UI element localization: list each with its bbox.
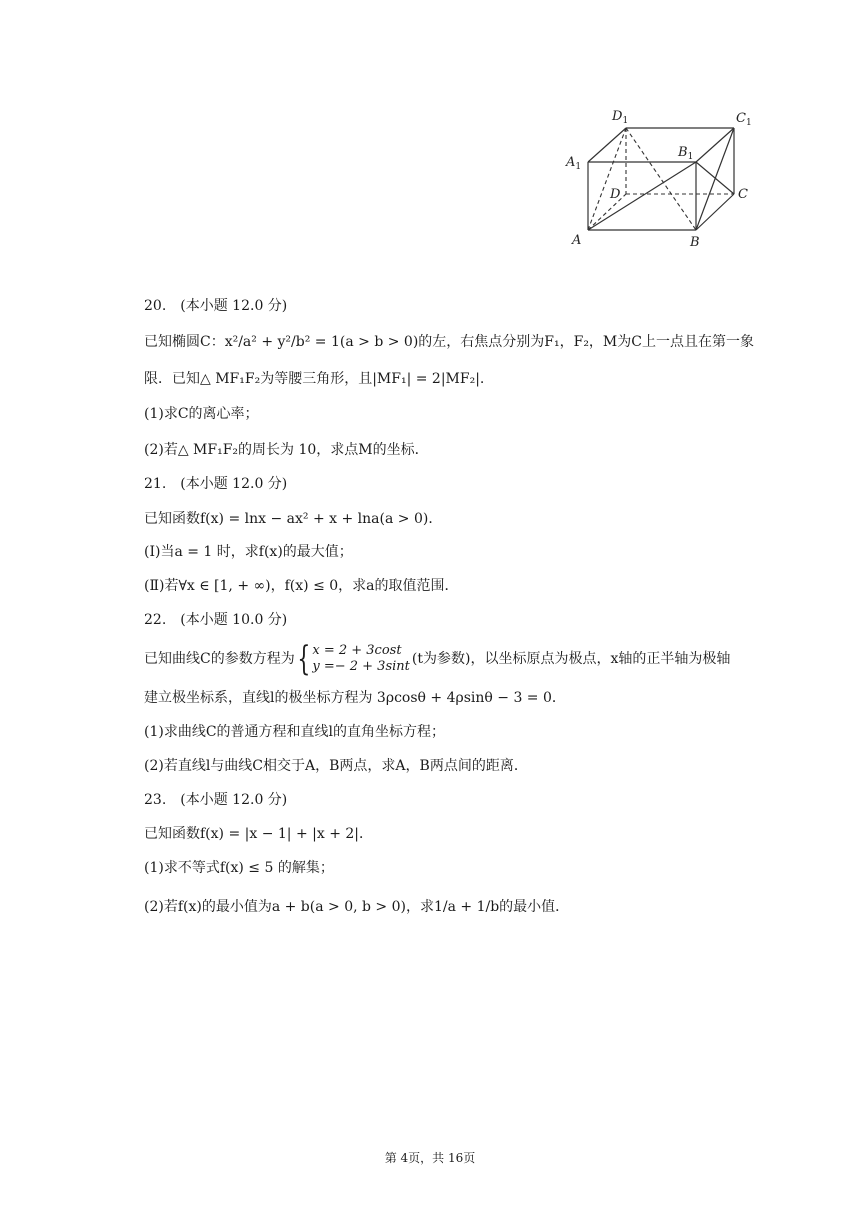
- q22-part1: (1)求曲线C的普通方程和直线l的直角坐标方程；: [144, 724, 446, 740]
- diagonal-b-c1: [696, 128, 734, 230]
- q23-part1: (1)求不等式f(x) ≤ 5 的解集；: [144, 860, 334, 876]
- label-a1: $A_1$: [566, 155, 582, 172]
- label-a: A: [572, 233, 582, 248]
- q22-part2: (2)若直线l与曲线C相交于A，B两点，求A，B两点间的距离．: [144, 758, 528, 774]
- q22-title: 22. (本小题 10.0 分): [144, 612, 288, 628]
- q23-part2: (2)若f(x)的最小值为a + b(a > 0, b > 0)，求1/a + 1/b的最小值．: [144, 899, 570, 915]
- q21-part2: (Ⅱ)若∀x ∈ [1, + ∞)，f(x) ≤ 0，求a的取值范围．: [144, 578, 459, 594]
- parametric-system: [312, 643, 410, 675]
- q20-stem: 已知椭圆C：x²/a² + y²/b² = 1(a > b > 0)的左，右焦点分别为F₁，F₂，M为C上一点且在第一象: [144, 334, 754, 350]
- edge-a1-d1: [588, 128, 626, 162]
- label-d: D: [610, 187, 621, 202]
- q21-part1: (Ⅰ)当a = 1 时，求f(x)的最大值；: [144, 544, 353, 560]
- q22-stem-suffix: (t为参数)，以坐标原点为极点，x轴的正半轴为极轴: [411, 651, 731, 667]
- diagonal-a-b1: [588, 162, 696, 230]
- label-b: B: [690, 235, 700, 250]
- q20-stem-cont: 限．已知△ MF₁F₂为等腰三角形，且|MF₁| = 2|MF₂|.: [144, 371, 485, 387]
- param-eq-y: y =− 2 + 3sint: [312, 659, 410, 674]
- cuboid-figure: [560, 100, 760, 260]
- q22-stem-prefix: 已知曲线C的参数方程为: [144, 651, 295, 667]
- label-c1: $C_1$: [736, 111, 752, 128]
- left-brace: {: [297, 639, 311, 679]
- label-c: C: [738, 187, 748, 202]
- label-d1: $D_1$: [612, 109, 629, 126]
- diagonal-b1-c: [696, 162, 734, 194]
- q21-stem: 已知函数f(x) = lnx − ax² + x + lna(a > 0)．: [144, 511, 443, 527]
- param-eq-x: x = 2 + 3cost: [312, 643, 402, 658]
- q23-title: 23. (本小题 12.0 分): [144, 792, 288, 808]
- edge-b-c: [696, 194, 734, 230]
- label-b1: $B_1$: [678, 145, 694, 162]
- page-footer: 第 4页，共 16页: [384, 1151, 476, 1165]
- hidden-diagonal-a-d1: [588, 128, 626, 230]
- q20-title: 20. (本小题 12.0 分): [144, 298, 288, 314]
- q22-stem: [144, 640, 730, 678]
- q22-stem-cont: 建立极坐标系，直线l的极坐标方程为 3ρcosθ + 4ρsinθ − 3 = 0．: [144, 690, 566, 706]
- q21-title: 21. (本小题 12.0 分): [144, 476, 288, 492]
- hidden-diagonal-d1-b: [626, 128, 696, 230]
- q20-part2: (2)若△ MF₁F₂的周长为 10，求点M的坐标．: [144, 442, 429, 458]
- q23-stem: 已知函数f(x) = |x − 1| + |x + 2|．: [144, 826, 373, 842]
- q20-part1: (1)求C的离心率；: [144, 406, 259, 422]
